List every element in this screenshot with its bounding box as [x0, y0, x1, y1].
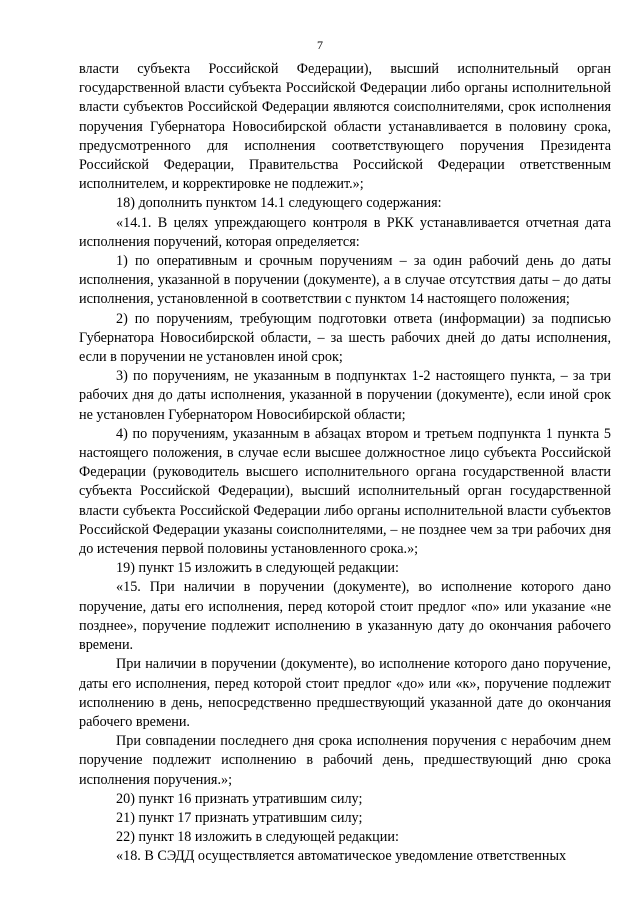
paragraph: «15. При наличии в поручении (документе), во исполнение которого дано поручение, даты его исполнения, перед которой стоит предлог «по» или указание «не позднее», поручение подлежит исполнению в указанную дату до окончания рабочего времени. — [79, 579, 611, 654]
paragraph: 18) дополнить пунктом 14.1 следующего содержания: — [116, 195, 442, 212]
paragraph: «18. В СЭДД осуществляется автоматическое уведомление ответственных — [116, 848, 567, 865]
paragraph: 21) пункт 17 признать утратившим силу; — [116, 809, 363, 826]
document-body — [79, 60, 611, 867]
page-number: 7 — [317, 38, 323, 52]
paragraph: 19) пункт 15 изложить в следующей редакции: — [116, 560, 399, 577]
paragraph: 3) по поручениям, не указанным в подпунктах 1-2 настоящего пункта, – за три рабочих дня до даты исполнения, указанной в поручении (документе), если иной срок не установлен Губернатором Новосибирской области; — [79, 368, 611, 423]
paragraph: 1) по оперативным и срочным поручениям – за один рабочий день до даты исполнения, указанной в поручении (документе), а в случае отсутствия даты – до даты исполнения, установленной в соответствии с пунктом 14 настоящего положения; — [79, 253, 611, 308]
paragraph: 22) пункт 18 изложить в следующей редакции: — [116, 829, 399, 846]
paragraph: 2) по поручениям, требующим подготовки ответа (информации) за подписью Губернатора Новосибирской области, – за шесть рабочих дней до даты исполнения, если в поручении не установлен иной срок; — [79, 310, 611, 366]
paragraph: власти субъекта Российской Федерации), высший исполнительный орган государственной власти субъекта Российской Федерации либо органы исполнительной власти субъектов Российской Федерации являются соисполнителями, срок исполнения поручения Губернатора Новосибирской области устанавливается в половину срока, предусмотренного для исполнения соответствующего поручения Президента Российской Федерации, Правительства Российской Федерации ответственным исполнителем, и корректировке не подлежит.»; — [79, 61, 611, 193]
paragraph: 4) по поручениям, указанным в абзацах втором и третьем подпункта 1 пункта 5 настоящего положения, в случае если высшее должностное лицо субъекта Российской Федерации (руководитель высшего исполнительного органа государственной власти субъекта Российской Федерации), высший исполнительный орган государственной власти субъекта Российской Федерации либо органы исполнительной власти субъектов Российской Федерации указаны соисполнителями, – не позднее чем за три рабочих дня до истечения первой половины установленного срока.»; — [79, 425, 611, 558]
paragraph: 20) пункт 16 признать утратившим силу; — [116, 790, 363, 807]
paragraph: При наличии в поручении (документе), во исполнение которого дано поручение, даты его исполнения, перед которой стоит предлог «до» или «к», поручение подлежит исполнению в день, непосредственно предшествующий указанной дате до окончания рабочего времени. — [79, 656, 611, 730]
paragraph: «14.1. В целях упреждающего контроля в РКК устанавливается отчетная дата исполнения поручений, которая определяется: — [79, 214, 611, 250]
paragraph: При совпадении последнего дня срока исполнения поручения с нерабочим днем поручение подлежит исполнению в рабочий день, предшествующий дню срока исполнения поручения.»; — [79, 733, 611, 788]
